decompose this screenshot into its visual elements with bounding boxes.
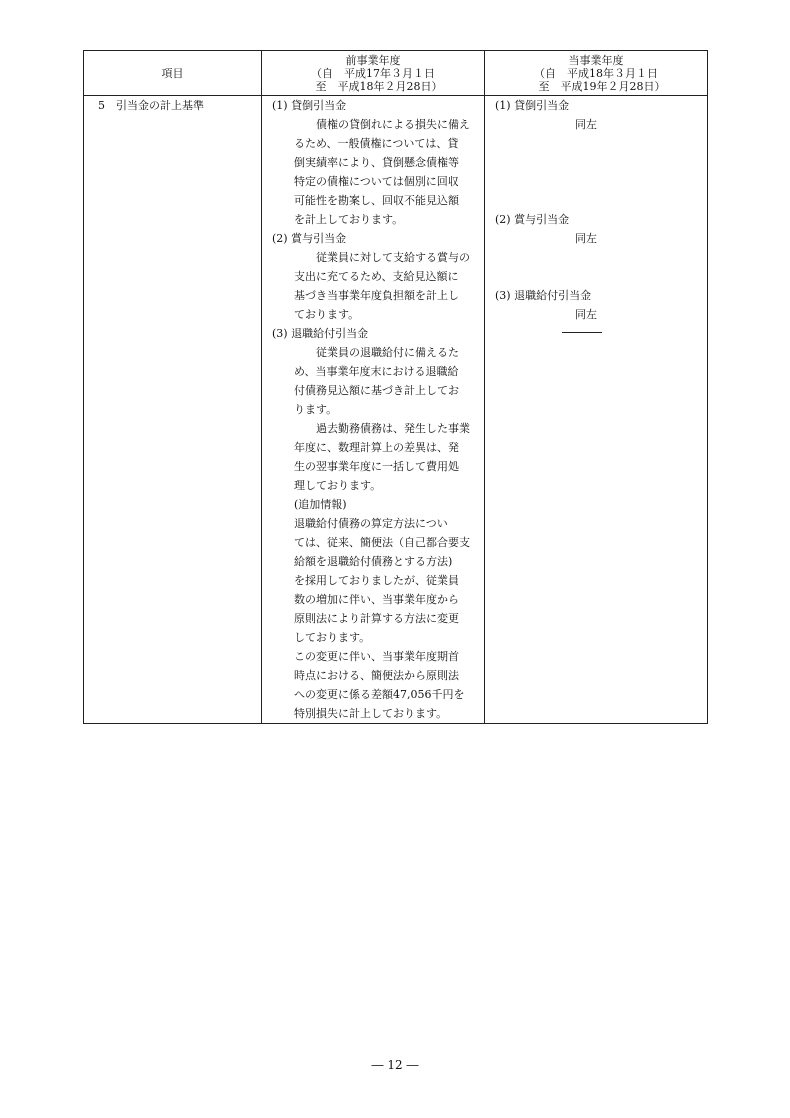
table-header-row [84, 51, 708, 96]
prev-s3-line: 退職給付債務の算定方法につい [294, 517, 448, 530]
prev-s3-line: ります。 [294, 403, 338, 416]
prev-s3-line: ては、従来、簡便法（自己都合要支 [294, 536, 470, 549]
prev-s3-line: しております。 [294, 631, 371, 644]
prev-s3-heading: (3) 退職給付引当金 [272, 327, 369, 340]
prev-s1-line: 倒実績率により、貸倒懸念債権等 [294, 156, 459, 169]
previous-year-cell [262, 96, 485, 724]
prev-s3-line: 過去勤務債務は、発生した事業 [316, 422, 470, 435]
curr-s3-heading: (3) 退職給付引当金 [495, 289, 592, 302]
header-item: 項目 [84, 51, 262, 96]
prev-s3-line: を採用しておりましたが、従業員 [294, 574, 459, 587]
curr-s2-same-as-left: 同左 [575, 232, 597, 245]
prev-s1-heading: (1) 貸倒引当金 [272, 99, 347, 112]
prev-s1-line: を計上しております。 [294, 213, 404, 226]
prev-s1-line: 特定の債権については個別に回収 [294, 175, 459, 188]
header-current-title: 当事業年度 [568, 53, 624, 67]
header-current-to: 至 平成19年２月28日） [538, 79, 666, 93]
spacer [485, 248, 707, 286]
prev-s3-line: 時点における、簡便法から原則法 [294, 669, 459, 682]
prev-s2-line: 基づき当事業年度負担額を計上し [294, 289, 459, 302]
prev-s3-line: 数の増加に伴い、当事業年度から [294, 593, 459, 606]
prev-s2-line: ております。 [294, 308, 360, 321]
item-number: 5 [98, 99, 105, 112]
spacer [485, 134, 707, 210]
prev-s1-line: るため、一般債権については、貸 [294, 137, 459, 150]
prev-s3-line: への変更に係る差額47,056千円を [294, 688, 465, 701]
page-number: ― 12 ― [371, 1058, 419, 1072]
prev-s2-line: 支出に充てるため、支給見込額に [294, 270, 459, 283]
header-current-from: （自 平成18年３月１日 [534, 66, 658, 80]
prev-s3-line: 従業員の退職給付に備えるた [316, 346, 459, 359]
prev-s1-line: 可能性を勘案し、回収不能見込額 [294, 194, 459, 207]
header-previous-from: （自 平成17年３月１日 [311, 66, 435, 80]
header-previous-to: 至 平成18年２月28日） [315, 79, 443, 93]
table-row [84, 96, 708, 724]
prev-s3-additional-info-label: (追加情報) [294, 498, 347, 511]
prev-s3-line: め、当事業年度末における退職給 [294, 365, 459, 378]
prev-s3-line: 年度に、数理計算上の差異は、発 [294, 441, 459, 454]
prev-s3-line: 原則法により計算する方法に変更 [294, 612, 459, 625]
curr-s2-heading: (2) 賞与引当金 [495, 213, 570, 226]
curr-s3-same-as-left: 同左 [575, 308, 597, 321]
item-label [84, 96, 261, 115]
prev-s3-line: 理しております。 [294, 479, 382, 492]
prev-s3-line: 生の翌事業年度に一括して費用処 [294, 460, 459, 473]
curr-s1-same-as-left: 同左 [575, 118, 597, 131]
header-previous-year [262, 51, 485, 96]
prev-s2-line: 従業員に対して支給する賞与の [316, 251, 470, 264]
item-cell [84, 96, 262, 724]
current-year-cell [485, 96, 708, 724]
prev-s3-line: この変更に伴い、当事業年度期首 [294, 650, 459, 663]
curr-s1-heading: (1) 貸倒引当金 [495, 99, 570, 112]
item-label-text: 引当金の計上基準 [116, 99, 204, 112]
prev-s1-line: 債権の貸倒れによる損失に備え [316, 118, 470, 131]
prev-s2-heading: (2) 賞与引当金 [272, 232, 347, 245]
divider-rule [562, 332, 602, 333]
header-previous-title: 前事業年度 [345, 53, 401, 67]
prev-s3-line: 給額を退職給付債務とする方法) [294, 555, 453, 568]
prev-s3-line: 特別損失に計上しております。 [294, 707, 448, 720]
accounting-policy-table [83, 50, 708, 724]
header-current-year [485, 51, 708, 96]
prev-s3-line: 付債務見込額に基づき計上してお [294, 384, 459, 397]
